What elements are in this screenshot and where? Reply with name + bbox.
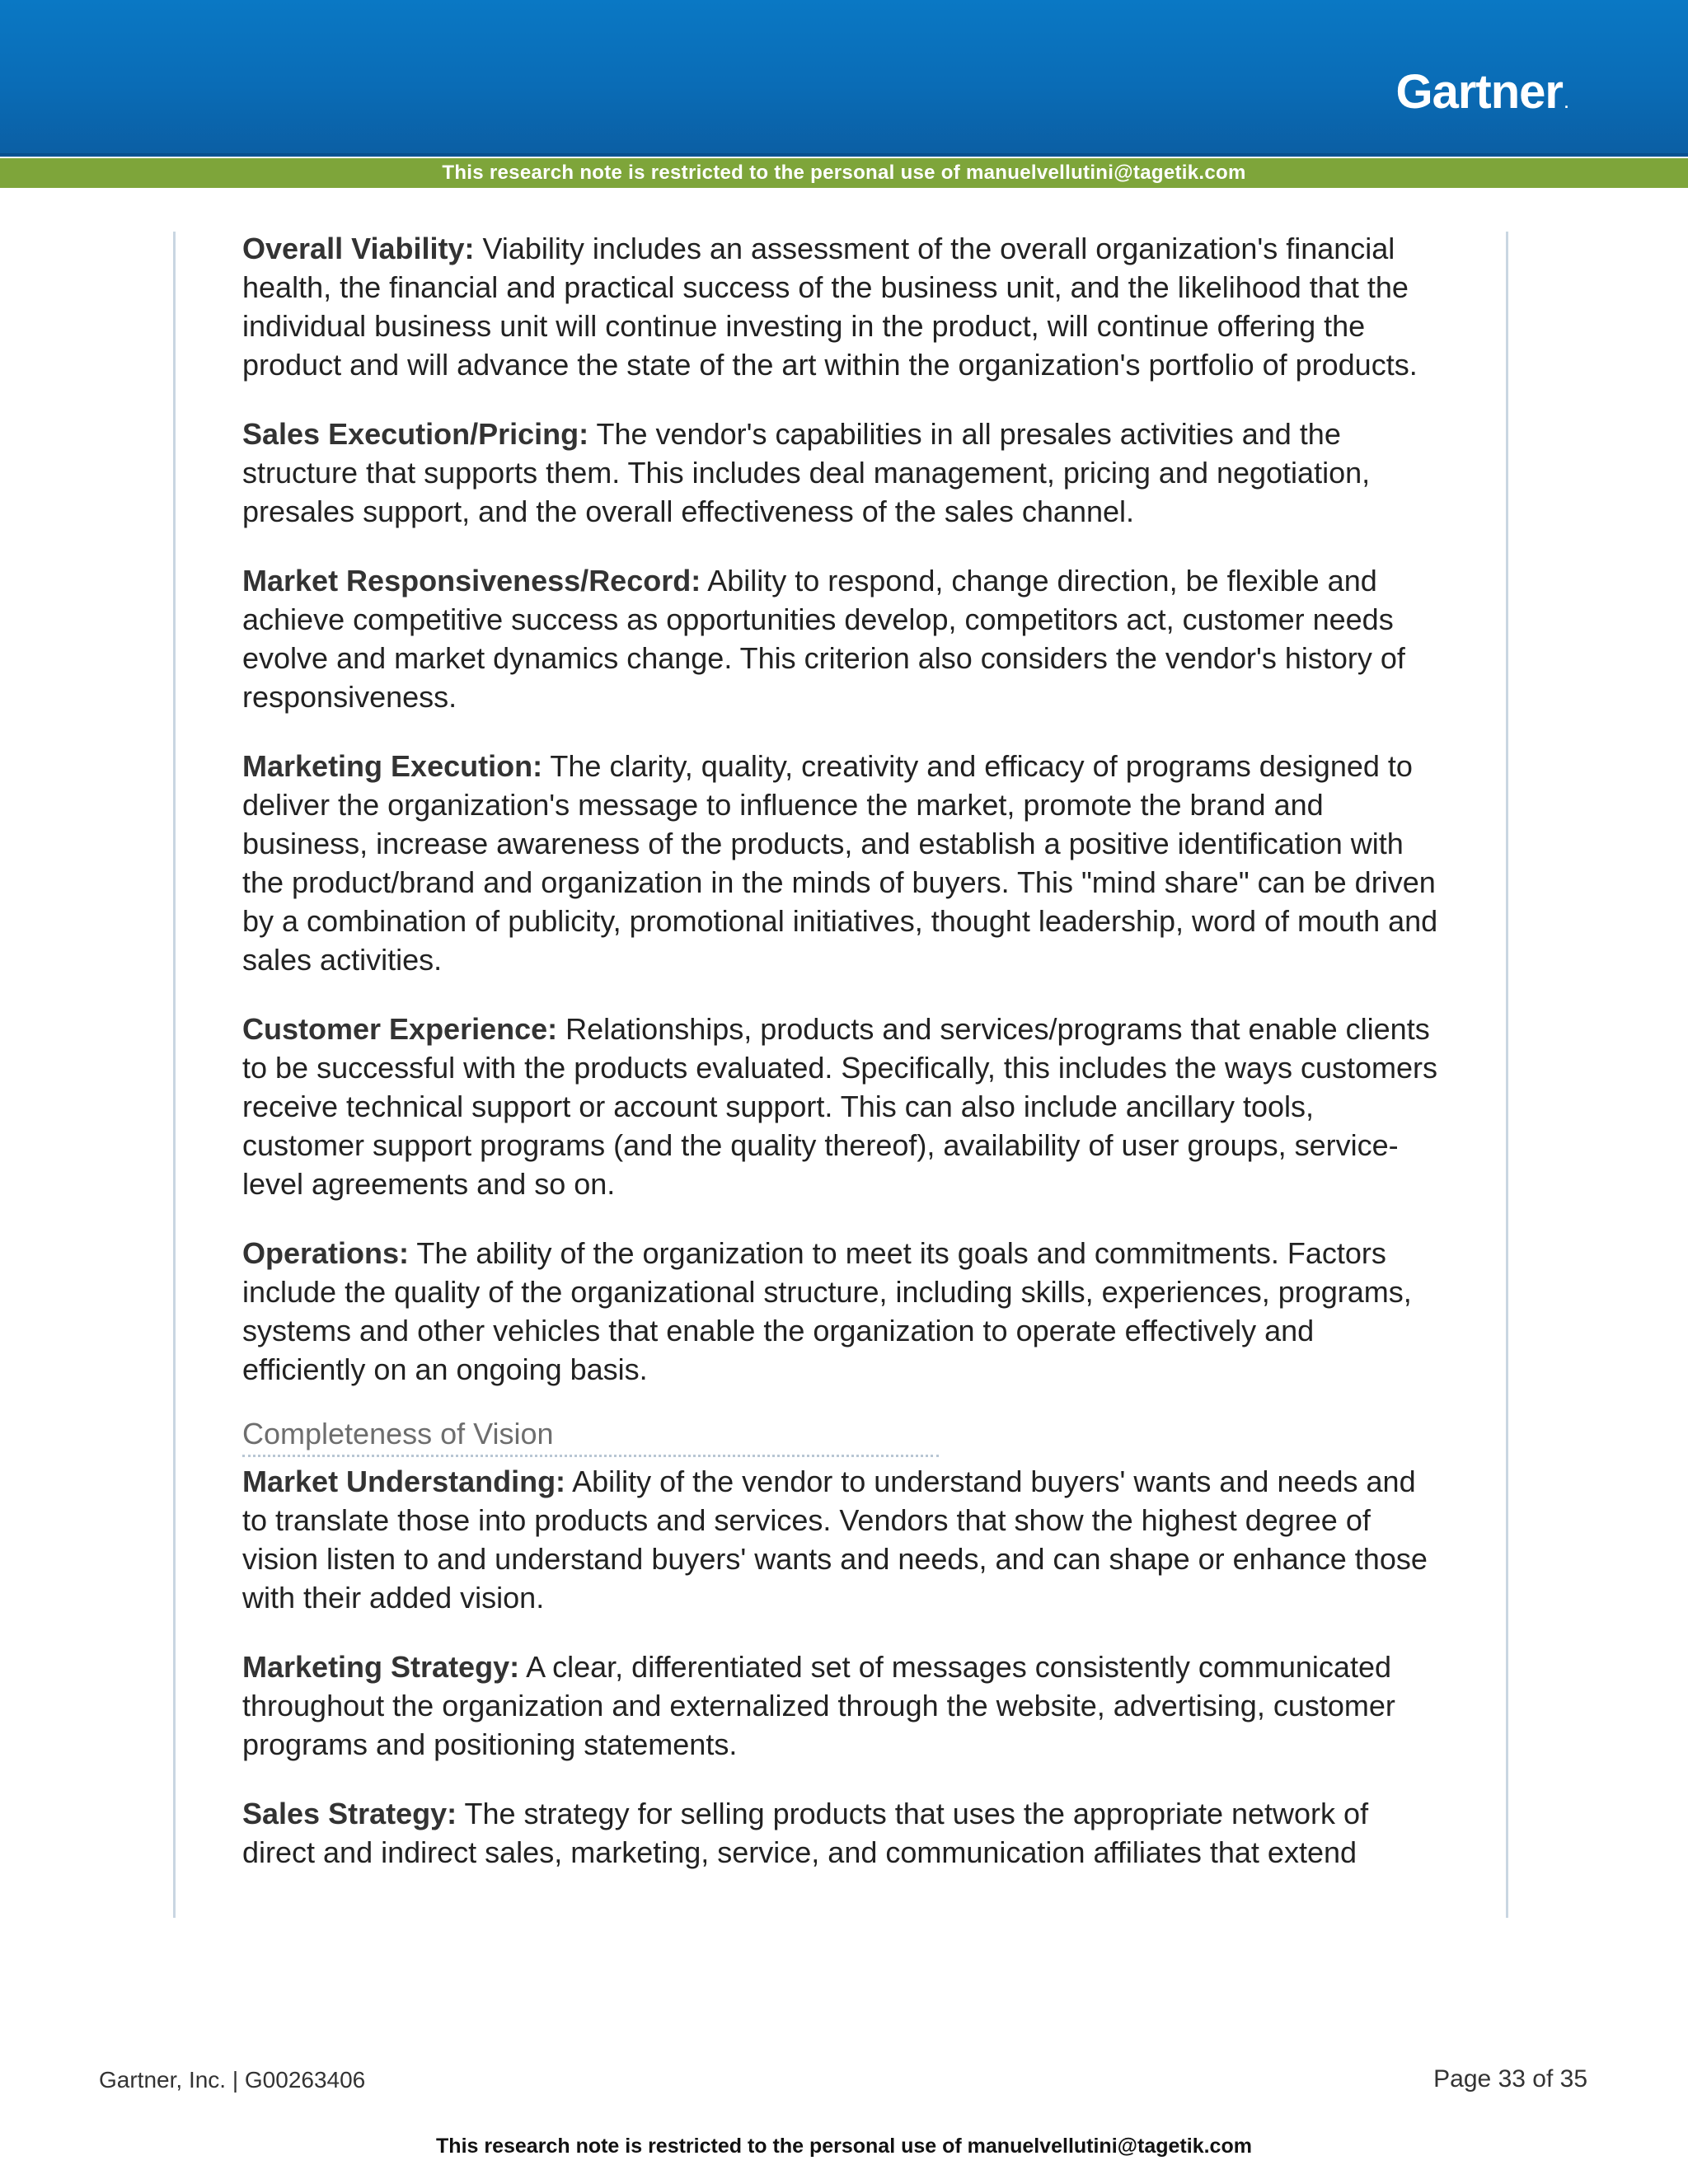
criterion-paragraph: [242, 229, 1442, 384]
criterion-paragraph: [242, 561, 1442, 716]
criterion-text: The clarity, quality, creativity and efficacy of programs designed to deliver the organization's message to influence the market, promote the brand and business, increase awareness of the products, and establish a positive identification with the product/brand and organization in the minds of buyers. This "mind share" can be driven by a combination of publicity, promotional initiatives, thought leadership, word of mouth and sales activities.: [242, 749, 1438, 977]
criterion-paragraph: [242, 1010, 1442, 1203]
criterion-paragraph: [242, 1234, 1442, 1389]
criterion-term: Sales Strategy:: [242, 1797, 457, 1830]
section-subheading: Completeness of Vision: [242, 1414, 939, 1457]
criterion-text: Ability to respond, change direction, be flexible and achieve competitive success as opportunities develop, competitors act, customer needs evolve and market dynamics change. This criterion also considers the vendor's history of responsiveness.: [242, 564, 1405, 714]
criterion-text: The vendor's capabilities in all presales activities and the structure that supports them. This includes deal management, pricing and negotiation, presales support, and the overall effectiveness of the sales channel.: [242, 417, 1371, 528]
criterion-paragraph: [242, 747, 1442, 979]
logo-dot: .: [1564, 95, 1568, 111]
criterion-term: Sales Execution/Pricing:: [242, 417, 589, 451]
criterion-text: The strategy for selling products that uses the appropriate network of direct and indirect sales, marketing, service, and communication affiliates that extend: [242, 1797, 1369, 1869]
right-margin-rule: [1506, 232, 1508, 1918]
criterion-paragraph: [242, 415, 1442, 531]
top-notice-bar: This research note is restricted to the personal use of manuelvellutini@tagetik.com: [0, 158, 1688, 188]
criterion-term: Marketing Execution:: [242, 749, 543, 783]
criterion-text: Viability includes an assessment of the overall organization's financial health, the financial and practical success of the business unit, and the likelihood that the individual business unit will continue investing in the product, will continue offering the product and will advance the state of the art within the organization's portfolio of products.: [242, 232, 1418, 382]
criterion-term: Operations:: [242, 1236, 410, 1270]
left-margin-rule: [173, 232, 176, 1918]
criterion-term: Market Understanding:: [242, 1465, 566, 1498]
bottom-notice: This research note is restricted to the personal use of manuelvellutini@tagetik.com: [436, 2135, 1252, 2158]
footer-publisher: Gartner, Inc. | G00263406: [99, 2067, 366, 2093]
criterion-term: Market Responsiveness/Record:: [242, 564, 701, 598]
criterion-paragraph: [242, 1647, 1442, 1764]
criterion-term: Marketing Strategy:: [242, 1650, 520, 1684]
criterion-paragraph: [242, 1462, 1442, 1617]
logo-text: Gartner: [1395, 65, 1563, 119]
criterion-term: Overall Viability:: [242, 232, 475, 265]
criterion-term: Customer Experience:: [242, 1012, 558, 1046]
criterion-paragraph: [242, 1794, 1442, 1872]
document-body: [242, 229, 1442, 1902]
criterion-text: Relationships, products and services/programs that enable clients to be successful with the products evaluated. Specifically, this includes the ways customers receive technical support or account support. This can also include ancillary tools, customer support programs (and the quality thereof), availability of user groups, service-level agreements and so on.: [242, 1012, 1438, 1201]
criterion-text: Ability of the vendor to understand buyers' wants and needs and to translate those into products and services. Vendors that show the highest degree of vision listen to and understand buyers' wants and needs, and can shape or enhance those with their added vision.: [242, 1465, 1428, 1615]
page-number: Page 33 of 35: [1433, 2065, 1587, 2093]
criterion-text: A clear, differentiated set of messages consistently communicated throughout the organization and externalized through the website, advertising, customer programs and positioning statements.: [242, 1650, 1395, 1761]
criterion-text: The ability of the organization to meet its goals and commitments. Factors include the quality of the organizational structure, including skills, experiences, programs, systems and other vehicles that enable the organization to operate effectively and efficiently on an ongoing basis.: [242, 1236, 1412, 1386]
gartner-logo: [1395, 64, 1568, 120]
